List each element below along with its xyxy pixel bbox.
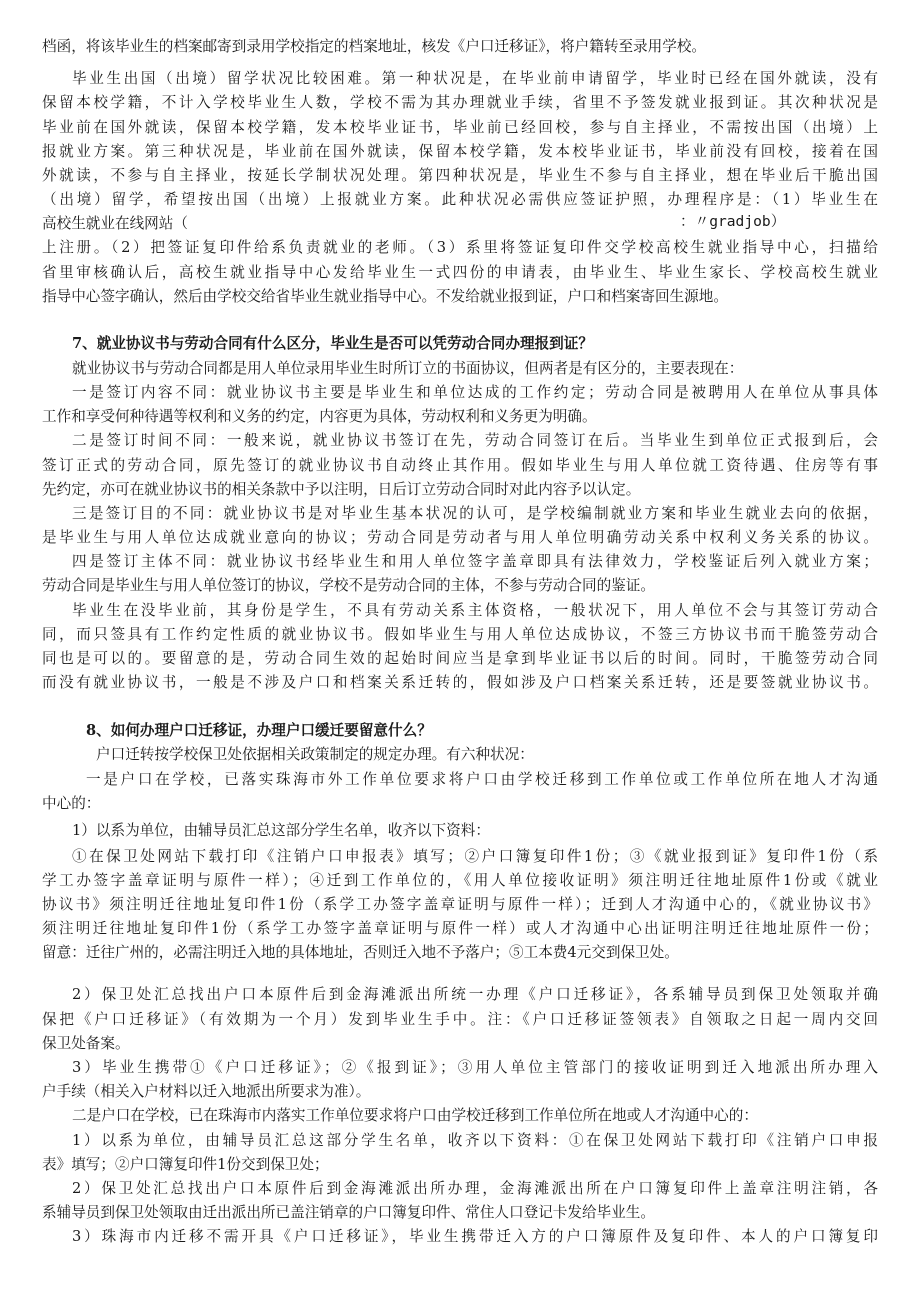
text-line: 档函，将该毕业生的档案邮寄到录用学校指定的档案地址，核发《户口迁移证》，将户籍转至录用学校。 — [42, 38, 707, 55]
text-line: 保把《户口迁移证》（有效期为一个月）发到毕业生手中。注：《户口迁移证签领表》自领取之日起一周内交回 — [42, 1011, 878, 1028]
text-line: 2）保卫处汇总找出户口本原件后到金海滩派出所办理，金海滩派出所在户口簿复印件上盖章注明注销，各 — [72, 1180, 878, 1197]
text-line: 3）珠海市内迁移不需开具《户口迁移证》，毕业生携带迁入方的户口簿原件及复印件、本人的户口簿复印 — [72, 1228, 878, 1245]
text-line: 外就读，不参与自主择业，按延长学制状况处理。第四种状况是，毕业生不参与自主择业，想在毕业后干脆出国 — [42, 167, 878, 184]
text-line: 2）保卫处汇总找出户口本原件后到金海滩派出所统一办理《户口迁移证》，各系辅导员到保卫处领取并确 — [72, 986, 878, 1003]
section-heading: 8、如何办理户口迁移证，办理户口缓迁要留意什么？ — [86, 722, 432, 739]
text-line: 就业协议书与劳动合同都是用人单位录用毕业生时所订立的书面协议，但两者是有区分的，主要表现在： — [72, 360, 744, 377]
text-line: 签订正式的劳动合同，原先签订的就业协议书自动终止其作用。假如毕业生与用人单位就工资待遇、住房等有事 — [42, 457, 878, 474]
text-line: 保留本校学籍，不计入学校毕业生人数，学校不需为其办理就业手续，省里不予签发就业报到证。其次种状况是 — [42, 94, 878, 111]
text-line: 二是户口在学校，已在珠海市内落实工作单位要求将户口由学校迁移到工作单位所在地或人才沟通中心的： — [72, 1107, 758, 1124]
text-line: 上注册。（2）把签证复印件给系负责就业的老师。（3）系里将签证复印件交学校高校生就业指导中心，扫描给 — [42, 239, 878, 256]
text-line: 一是签订内容不同：就业协议书主要是毕业生和单位达成的工作约定；劳动合同是被聘用人在单位从事具体 — [72, 384, 878, 401]
text-line: 四是签订主体不同：就业协议书经毕业生和用人单位签字盖章即具有法律效力，学校鉴证后列入就业方案； — [72, 553, 878, 570]
text-line: 1）以系为单位，由辅导员汇总这部分学生名单，收齐以下资料： — [72, 822, 490, 839]
text-line: 毕业生在没毕业前，其身份是学生，不具有劳动关系主体资格，一般状况下，用人单位不会与其签订劳动合 — [72, 602, 878, 619]
text-line: 高校生就业在线网站（ — [42, 215, 188, 232]
text-line: 中心的： — [42, 795, 101, 812]
text-line: 户口迁转按学校保卫处依据相关政策制定的规定办理。有六种状况： — [96, 746, 534, 763]
section-heading: 7、就业协议书与劳动合同有什么区分，毕业生是否可以凭劳动合同办理报到证？ — [72, 335, 593, 352]
text-line: 是毕业生与用人单位达成就业意向的协议；劳动合同是劳动者与用人单位明确劳动关系中权利义务关系的协议。 — [42, 529, 878, 546]
text-line: 3）毕业生携带①《户口迁移证》；②《报到证》；③用人单位主管部门的接收证明到迁入地派出所办理入 — [72, 1059, 878, 1076]
text-line: 同，而只签具有工作约定性质的就业协议书。假如毕业生与用人单位达成协议，不签三方协议书而干脆签劳动合 — [42, 626, 878, 643]
text-line: 工作和享受何种待遇等权利和义务的约定，内容更为具体，劳动权利和义务更为明确。 — [42, 408, 597, 425]
text-line: 同也是可以的。要留意的是，劳动合同生效的起始时间应当是拿到毕业证书以后的时间。同时，干脆签劳动合同 — [42, 650, 878, 667]
text-line: ①在保卫处网站下载打印《注销户口申报表》填写；②户口簿复印件1份；③《就业报到证》复印件1份（系 — [72, 848, 878, 865]
text-line: 报就业方案。第三种状况是，毕业前在国外就读，保留本校学籍，发本校毕业证书，毕业前没有回校，接着在国 — [42, 143, 878, 160]
text-line: 学工办签字盖章证明与原件一样）；④迁到工作单位的，《用人单位接收证明》须注明迁往地址原件1份或《就业 — [42, 872, 878, 889]
text-line: 劳动合同是毕业生与用人单位签订的协议，学校不是劳动合同的主体，不参与劳动合同的鉴证。 — [42, 577, 655, 594]
text-line: 户手续（相关入户材料以迁入地派出所要求为准）。 — [42, 1083, 371, 1100]
text-line: 须注明迁往地址复印件1份（系学工办签字盖章证明与原件一样）或人才沟通中心出证明注明迁往地址原件一份； — [42, 920, 878, 937]
text-line: 保卫处备案。 — [42, 1035, 130, 1052]
text-line: 表》填写；②户口簿复印件1份交到保卫处； — [42, 1156, 329, 1173]
text-line: 协议书》须注明迁往地址复印件1份（系学工办签字盖章证明与原件一样）；迁到人才沟通中心的，《就业协议书》 — [42, 896, 878, 913]
text-line: 三是签订目的不同：就业协议书是对毕业生基本状况的认可，是学校编制就业方案和毕业生就业去向的依据， — [72, 505, 878, 522]
text-line: 指导中心签字确认，然后由学校交给省毕业生就业指导中心。不发给就业报到证，户口和档案寄回生源地。 — [42, 288, 728, 305]
text-line: 一是户口在学校，已落实珠海市外工作单位要求将户口由学校迁移到工作单位或工作单位所在地人才沟通 — [86, 771, 878, 788]
text-line: 毕业前在国外就读，保留本校学籍，发本校毕业证书，毕业前已经回校，参与自主择业，不需按出国（出境）上 — [42, 119, 878, 136]
text-line: 而没有就业协议书，一般是不涉及户口和档案关系迁转的，假如涉及户口档案关系迁转，还是要签就业协议书。 — [42, 674, 878, 691]
text-line: 1）以系为单位，由辅导员汇总这部分学生名单，收齐以下资料：①在保卫处网站下载打印《注销户口申报 — [72, 1132, 878, 1149]
text-line: 先约定，亦可在就业协议书的相关条款中予以注明，日后订立劳动合同时对此内容予以认定。 — [42, 481, 641, 498]
text-line: 二是签订时间不同：一般来说，就业协议书签订在先，劳动合同签订在后。当毕业生到单位正式报到后，会 — [72, 432, 878, 449]
text-line: 系辅导员到保卫处领取由迁出派出所已盖注销章的户口簿复印件、常住人口登记卡发给毕业生。 — [42, 1204, 655, 1221]
text-line: ：〃gradjob） — [680, 213, 786, 230]
text-line: 留意：迁往广州的，必需注明迁入地的具体地址，否则迁入地不予落户；⑤工本费4元交到保卫处。 — [42, 944, 679, 961]
text-line: 毕业生出国（出境）留学状况比较困难。第一种状况是，在毕业前申请留学，毕业时已经在国外就读，没有 — [72, 70, 878, 87]
text-line: （出境）留学，希望按出国（出境）上报就业方案。此种状况必需供应签证护照，办理程序是：（1）毕业生在 — [42, 191, 878, 208]
text-line: 省里审核确认后，高校生就业指导中心发给毕业生一式四份的申请表，由毕业生、毕业生家长、学校高校生就业 — [42, 264, 878, 281]
